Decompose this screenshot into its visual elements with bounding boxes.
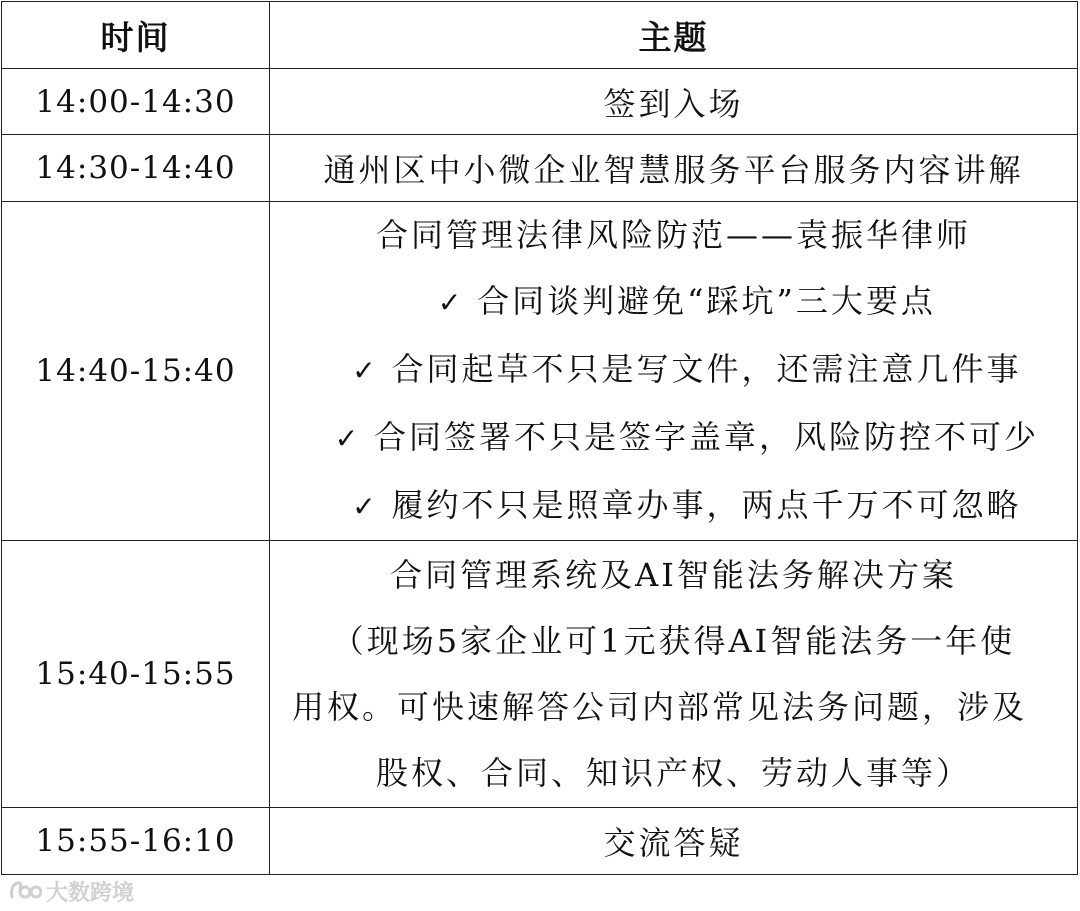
time-cell: 14:00-14:30 xyxy=(2,69,270,135)
topic-cell xyxy=(270,541,1078,808)
time-cell: 15:40-15:55 xyxy=(2,541,270,808)
agenda-item-text: 合同签署不只是签字盖章，风险防控不可少 xyxy=(373,418,1039,456)
table-row xyxy=(2,202,1078,541)
table-row xyxy=(2,541,1078,808)
time-cell: 14:30-14:40 xyxy=(2,135,270,202)
agenda-item xyxy=(270,336,1077,404)
agenda-item xyxy=(270,268,1077,336)
table-row xyxy=(2,808,1078,875)
table-row xyxy=(2,135,1078,202)
time-cell: 14:40-15:40 xyxy=(2,202,270,541)
watermark-text: 大数跨境 xyxy=(46,880,135,906)
check-icon: ✓ xyxy=(352,490,379,523)
table-row xyxy=(2,69,1078,135)
agenda-item-text: 履约不只是照章办事，两点千万不可忽略 xyxy=(391,486,1022,524)
agenda-item xyxy=(270,472,1077,540)
time-cell: 15:55-16:10 xyxy=(2,808,270,875)
check-icon: ✓ xyxy=(437,286,465,319)
session-note-line: 股权、合同、知识产权、劳动人事等） xyxy=(375,754,971,792)
agenda-item-text: 合同起草不只是写文件，还需注意几件事 xyxy=(391,350,1022,388)
session-heading: 合同管理系统及AI智能法务解决方案 xyxy=(390,556,957,594)
topic-cell: 签到入场 xyxy=(270,69,1078,135)
session-note-line: 用权。可快速解答公司内部常见法务问题，涉及 xyxy=(292,688,1028,726)
agenda-item-text: 合同谈判避免“踩坑”三大要点 xyxy=(477,282,936,320)
agenda-item xyxy=(270,404,1077,472)
topic-cell xyxy=(270,202,1078,541)
check-icon: ✓ xyxy=(352,354,379,387)
topic-cell: 交流答疑 xyxy=(270,808,1078,875)
topic-cell: 通州区中小微企业智慧服务平台服务内容讲解 xyxy=(270,135,1078,202)
schedule-table xyxy=(1,1,1078,875)
brand-logo-icon xyxy=(8,879,42,903)
header-row xyxy=(2,2,1078,69)
session-heading: 合同管理法律风险防范——袁振华律师 xyxy=(375,216,971,254)
check-icon: ✓ xyxy=(334,422,362,455)
session-note-line: （现场5家企业可1元获得AI智能法务一年使 xyxy=(331,622,1016,660)
header-topic: 主题 xyxy=(270,2,1078,69)
header-time: 时间 xyxy=(2,2,270,69)
watermark xyxy=(8,876,134,906)
